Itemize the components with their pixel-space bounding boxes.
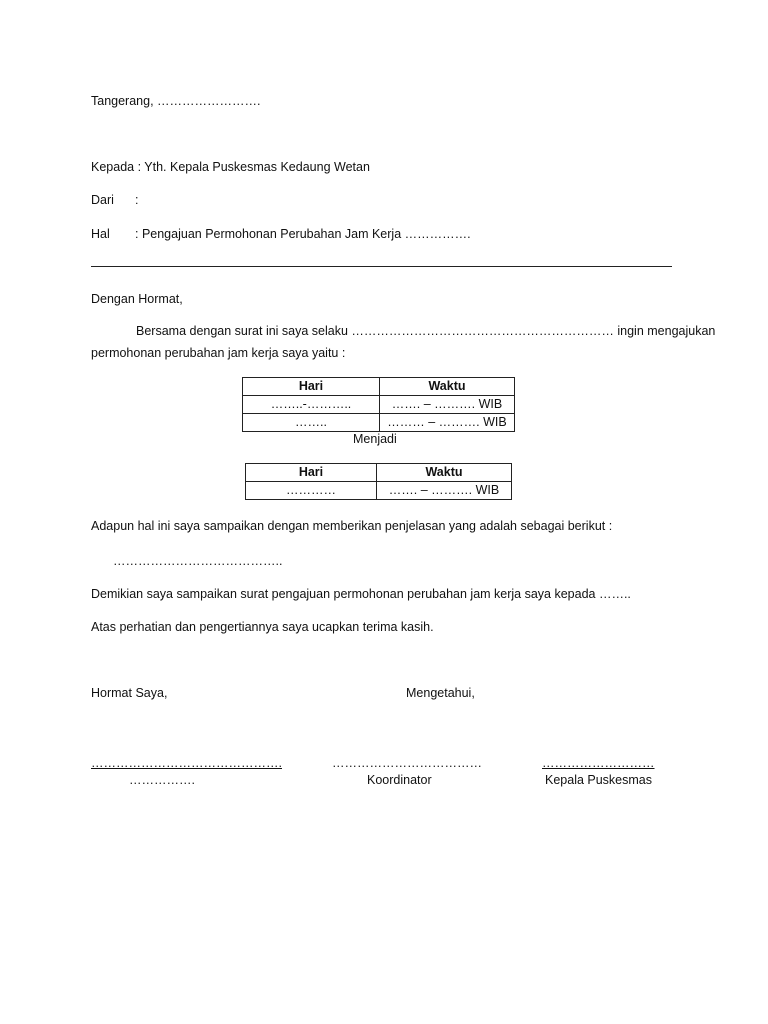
head-title: Kepala Puskesmas xyxy=(545,773,653,787)
current-schedule-table xyxy=(242,377,515,432)
signature-line-coordinator: ……………………………… xyxy=(332,756,482,770)
column-header-time: Waktu xyxy=(377,464,512,482)
recipient-line: Kepada : Yth. Kepala Puskesmas Kedaung Wetan xyxy=(91,160,370,174)
salutation: Dengan Hormat, xyxy=(91,292,183,306)
table-row xyxy=(243,414,515,432)
sender-label: Dari xyxy=(91,193,114,207)
menjadi-label: Menjadi xyxy=(353,432,397,446)
intro-paragraph-line2: permohonan perubahan jam kerja saya yaitu : xyxy=(91,346,346,360)
table-row xyxy=(246,482,512,500)
header-divider xyxy=(91,266,672,267)
mengetahui-label: Mengetahui, xyxy=(406,686,475,700)
signature-line-sender: ………………………………………. xyxy=(91,756,282,770)
table-cell-day: ……..-……….. xyxy=(243,396,380,414)
reason-placeholder: ………………………………….. xyxy=(113,554,283,568)
signature-line-head: ……………………… xyxy=(542,756,655,770)
table-cell-time: ……. – ………. WIB xyxy=(380,396,515,414)
thanks-sentence: Atas perhatian dan pengertiannya saya ucapkan terima kasih. xyxy=(91,620,434,634)
table-cell-time: ……… – ………. WIB xyxy=(380,414,515,432)
sender-colon: : xyxy=(135,193,139,207)
reason-intro: Adapun hal ini saya sampaikan dengan memberikan penjelasan yang adalah sebagai berikut : xyxy=(91,519,613,533)
sender-name-placeholder: ……………. xyxy=(129,773,195,787)
column-header-time: Waktu xyxy=(380,378,515,396)
table-header-row xyxy=(246,464,512,482)
coordinator-title: Koordinator xyxy=(367,773,432,787)
new-schedule-table xyxy=(245,463,512,500)
hormat-saya-label: Hormat Saya, xyxy=(91,686,168,700)
intro-paragraph-line1: Bersama dengan surat ini saya selaku ……………………………………………………… ingin mengajukan xyxy=(136,324,716,338)
subject-value: : Pengajuan Permohonan Perubahan Jam Kerja ……………. xyxy=(135,227,471,241)
subject-label: Hal xyxy=(91,227,110,241)
table-cell-day: ………… xyxy=(246,482,377,500)
closing-sentence: Demikian saya sampaikan surat pengajuan permohonan perubahan jam kerja saya kepada …….. xyxy=(91,587,631,601)
table-header-row xyxy=(243,378,515,396)
table-row xyxy=(243,396,515,414)
table-cell-day: …….. xyxy=(243,414,380,432)
table-cell-time: ……. – ………. WIB xyxy=(377,482,512,500)
column-header-day: Hari xyxy=(246,464,377,482)
place-date: Tangerang, ……………………. xyxy=(91,94,261,108)
column-header-day: Hari xyxy=(243,378,380,396)
